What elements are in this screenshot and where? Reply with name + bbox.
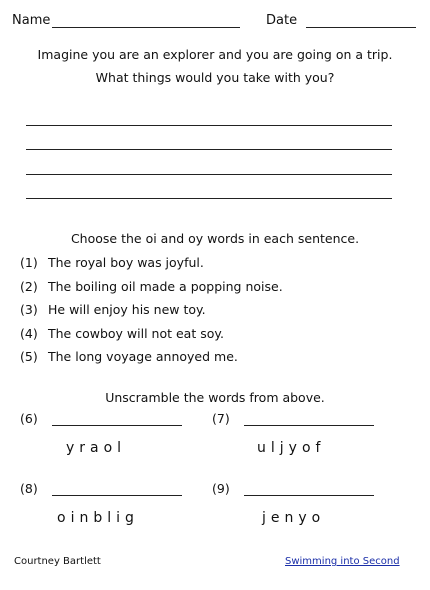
item-number: (6) <box>20 411 38 426</box>
date-field[interactable] <box>306 27 416 28</box>
sentence-list <box>20 251 283 369</box>
section-title-choose: Choose the oi and oy words in each sentence. <box>70 231 360 246</box>
writing-line[interactable] <box>26 125 392 126</box>
footer-link[interactable]: Swimming into Second <box>285 556 400 567</box>
scrambled-letters: jenyo <box>262 510 326 526</box>
answer-line[interactable] <box>244 425 374 426</box>
writing-prompt: Imagine you are an explorer and you are going on a trip. What things would you take with you? <box>37 47 393 85</box>
scrambled-letters: uljyof <box>257 440 326 456</box>
sentence-item <box>20 251 283 275</box>
sentence-number: (5) <box>20 349 38 364</box>
sentence-text: The boiling oil made a popping noise. <box>48 278 283 294</box>
sentence-text: The cowboy will not eat soy. <box>48 325 224 341</box>
sentence-text: The royal boy was joyful. <box>48 255 204 270</box>
writing-line[interactable] <box>26 149 392 150</box>
sentence-item <box>20 322 283 346</box>
author-credit: Courtney Bartlett <box>14 556 101 567</box>
section-title-unscramble: Unscramble the words from above. <box>105 390 325 405</box>
item-number: (9) <box>212 481 230 496</box>
date-label: Date <box>266 13 298 28</box>
sentence-text: The long voyage annoyed me. <box>48 349 238 364</box>
scrambled-letters: oinblig <box>57 510 139 526</box>
writing-line[interactable] <box>26 198 392 199</box>
name-label: Name <box>12 13 51 28</box>
sentence-number: (3) <box>20 302 38 317</box>
item-number: (8) <box>20 481 38 496</box>
answer-line[interactable] <box>52 425 182 426</box>
sentence-item <box>20 275 283 299</box>
name-field[interactable] <box>52 27 240 28</box>
sentence-item <box>20 298 283 322</box>
scrambled-letters: yraol <box>66 440 127 456</box>
answer-line[interactable] <box>52 495 182 496</box>
sentence-text: He will enjoy his new toy. <box>48 302 206 317</box>
sentence-number: (1) <box>20 255 38 270</box>
answer-line[interactable] <box>244 495 374 496</box>
sentence-number: (2) <box>20 278 38 294</box>
sentence-number: (4) <box>20 325 38 341</box>
sentence-item <box>20 345 283 369</box>
item-number: (7) <box>212 411 230 426</box>
writing-line[interactable] <box>26 174 392 175</box>
